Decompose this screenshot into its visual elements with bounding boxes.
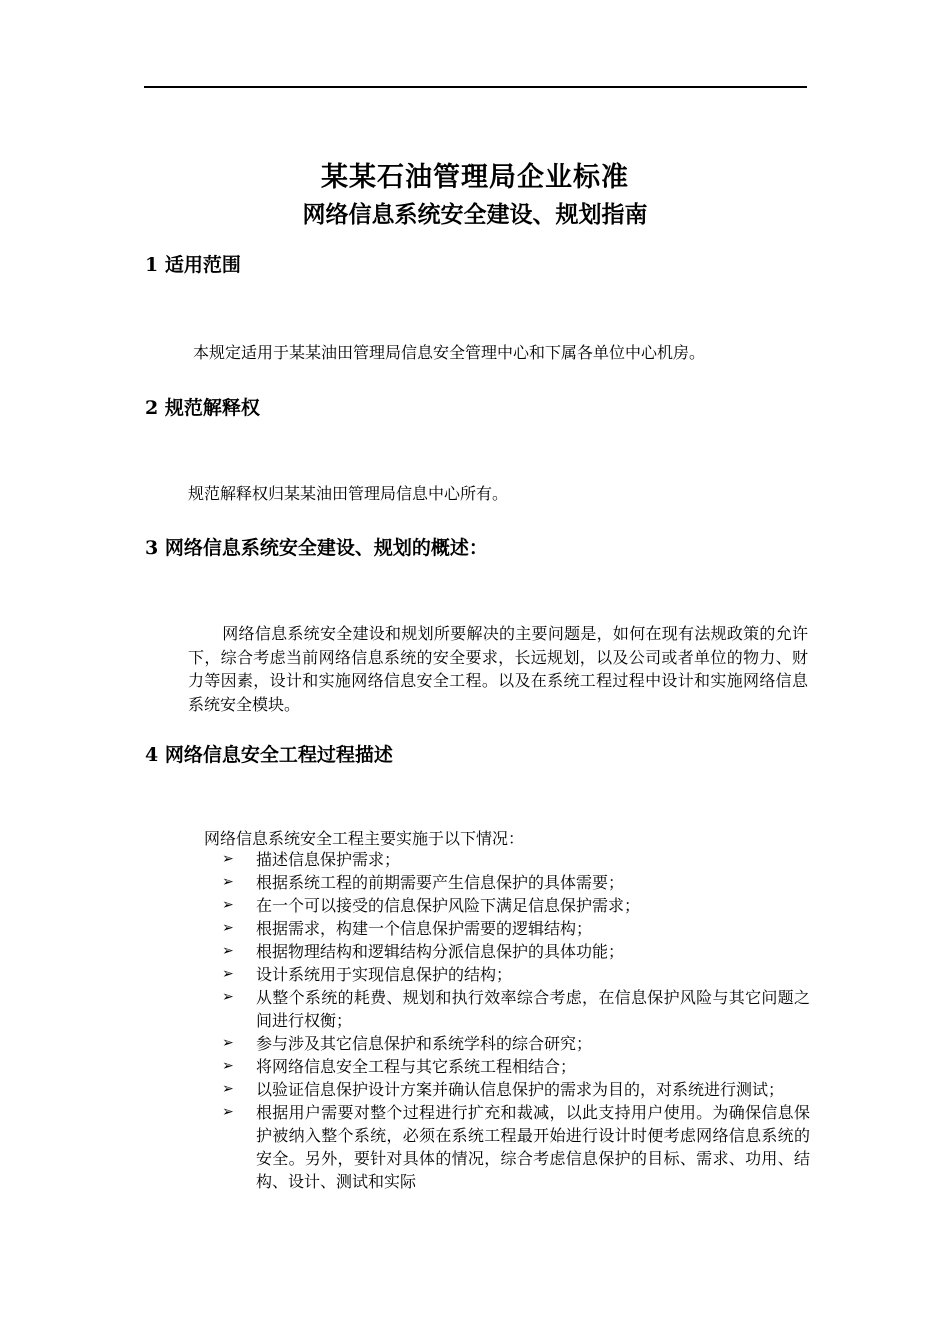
header-rule bbox=[144, 86, 807, 88]
arrow-bullet-icon: ➢ bbox=[222, 966, 234, 982]
arrow-bullet-icon: ➢ bbox=[222, 851, 234, 867]
list-item bbox=[220, 871, 810, 894]
bullet-list bbox=[220, 848, 810, 1193]
document-title: 某某石油管理局企业标准 bbox=[321, 162, 629, 193]
list-item-text: 根据系统工程的前期需要产生信息保护的具体需要； bbox=[256, 873, 625, 892]
section-3-paragraph bbox=[188, 622, 808, 716]
section-3-heading: 3 网络信息系统安全建设、规划的概述： bbox=[145, 537, 488, 559]
arrow-bullet-icon: ➢ bbox=[222, 897, 234, 913]
arrow-bullet-icon: ➢ bbox=[222, 874, 234, 890]
list-item-text: 描述信息保护需求； bbox=[256, 850, 401, 869]
arrow-bullet-icon: ➢ bbox=[222, 1081, 234, 1097]
list-item-text: 以验证信息保护设计方案并确认信息保护的需求为目的，对系统进行测试； bbox=[256, 1080, 785, 1099]
arrow-bullet-icon: ➢ bbox=[222, 989, 234, 1005]
list-item-text: 根据用户需要对整个过程进行扩充和裁减，以此支持用户使用。为确保信息保护被纳入整个系统，必须在系统工程最开始进行设计时便考虑网络信息系统的安全。另外，要针对具体的情况，综合考虑信息保护的目标、需求、功用、结构、设计、测试和实际 bbox=[256, 1103, 810, 1191]
document-subtitle: 网络信息系统安全建设、规划指南 bbox=[302, 201, 648, 228]
list-item bbox=[220, 917, 810, 940]
list-item bbox=[220, 963, 810, 986]
list-item bbox=[220, 848, 810, 871]
list-item bbox=[220, 1055, 810, 1078]
list-item-text: 根据需求，构建一个信息保护需要的逻辑结构； bbox=[256, 919, 593, 938]
arrow-bullet-icon: ➢ bbox=[222, 1035, 234, 1051]
list-item-text: 根据物理结构和逻辑结构分派信息保护的具体功能； bbox=[256, 942, 625, 961]
list-item bbox=[220, 1078, 810, 1101]
section-3-text: 网络信息系统安全建设和规划所要解决的主要问题是，如何在现有法规政策的允许下，综合考虑当前网络信息系统的安全要求，长远规划，以及公司或者单位的物力、财力等因素，设计和实施网络信息安全工程。以及在系统工程过程中设计和实施网络信息系统安全模块。 bbox=[188, 624, 808, 714]
list-item-text: 在一个可以接受的信息保护风险下满足信息保护需求； bbox=[256, 896, 641, 915]
list-item bbox=[220, 1032, 810, 1055]
arrow-bullet-icon: ➢ bbox=[222, 920, 234, 936]
section-4-heading: 4 网络信息安全工程过程描述 bbox=[145, 744, 393, 766]
arrow-bullet-icon: ➢ bbox=[222, 1104, 234, 1120]
list-item bbox=[220, 986, 810, 1032]
list-item-text: 从整个系统的耗费、规划和执行效率综合考虑，在信息保护风险与其它问题之间进行权衡； bbox=[256, 988, 810, 1030]
arrow-bullet-icon: ➢ bbox=[222, 943, 234, 959]
section-1-text: 本规定适用于某某油田管理局信息安全管理中心和下属各单位中心机房。 bbox=[193, 343, 706, 362]
list-item-text: 设计系统用于实现信息保护的结构； bbox=[256, 965, 513, 984]
list-item bbox=[220, 1101, 810, 1193]
list-item bbox=[220, 940, 810, 963]
section-4-intro: 网络信息系统安全工程主要实施于以下情况： bbox=[204, 829, 525, 848]
arrow-bullet-icon: ➢ bbox=[222, 1058, 234, 1074]
list-item bbox=[220, 894, 810, 917]
section-2-heading: 2 规范解释权 bbox=[145, 397, 260, 419]
list-item-text: 参与涉及其它信息保护和系统学科的综合研究； bbox=[256, 1034, 593, 1053]
section-2-text: 规范解释权归某某油田管理局信息中心所有。 bbox=[188, 484, 509, 503]
list-item-text: 将网络信息安全工程与其它系统工程相结合； bbox=[256, 1057, 577, 1076]
section-1-heading: 1 适用范围 bbox=[145, 254, 241, 276]
